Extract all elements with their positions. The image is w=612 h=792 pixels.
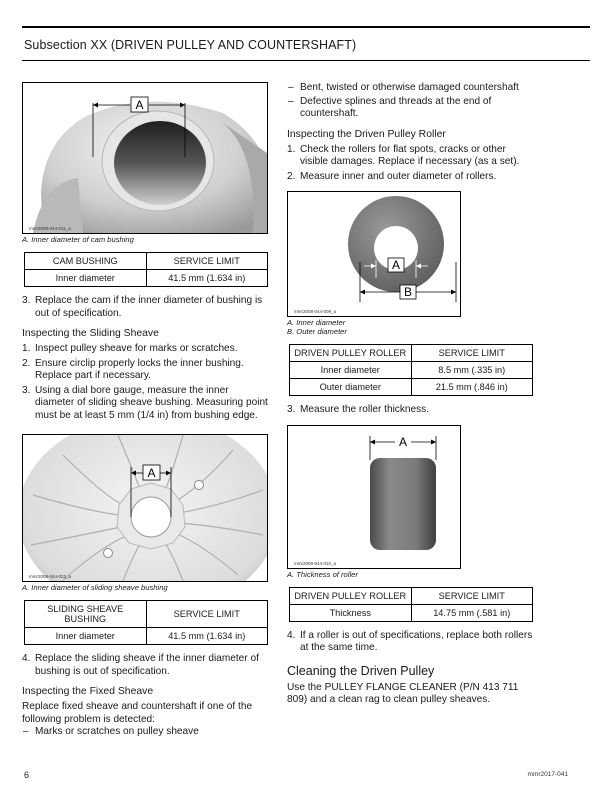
fixed-sheave-list [22, 726, 268, 739]
table2-header-1: SERVICE LIMIT [146, 601, 268, 628]
fig4-label-a: A [398, 434, 408, 449]
figure-sliding-sheave [22, 434, 268, 582]
table4-cell: 14.75 mm (.581 in) [411, 604, 533, 621]
step-number: 4. [287, 629, 296, 641]
step-text: Using a dial bore gauge, measure the inner diameter of sliding sheave bushing. Measuring point must be at least 5 mm (1/4 in) from bushing edge. [35, 384, 268, 421]
fig1-caption: A. Inner diameter of cam bushing [22, 235, 134, 244]
roller-step-3-list [287, 404, 533, 417]
step-text: Inspect pulley sheave for marks or scratches. [35, 343, 238, 354]
header-rule-bottom [22, 60, 590, 61]
table3-cell: 21.5 mm (.846 in) [411, 379, 533, 396]
page-number: 6 [24, 770, 30, 780]
fig1-label-a: A [135, 98, 144, 112]
roller-steps [287, 144, 533, 184]
fig4-caption: A. Thickness of roller [287, 569, 358, 579]
sliding-sheave-illustration [23, 435, 267, 581]
table-row [290, 604, 533, 621]
table-row [290, 362, 533, 379]
list-item [287, 144, 533, 169]
roller-thickness-table [289, 587, 533, 622]
step-number: 3. [22, 295, 31, 306]
item-text: Bent, twisted or otherwise damaged countershaft [300, 82, 519, 93]
header-rule [22, 26, 590, 28]
sliding-sheave-heading: Inspecting the Sliding Sheave [22, 328, 159, 339]
list-item [22, 295, 268, 320]
table1-cell: Inner diameter [25, 270, 147, 287]
table-row [25, 270, 268, 287]
table2-cell: Inner diameter [25, 628, 147, 645]
table3-cell: Outer diameter [290, 379, 412, 396]
list-item [22, 726, 268, 739]
roller-thickness-illustration [288, 426, 460, 568]
roller-diameter-table [289, 344, 533, 396]
table4-cell: Thickness [290, 604, 412, 621]
list-item [22, 343, 268, 356]
step-text: Replace the sliding sheave if the inner diameter of bushing is out of specification. [35, 653, 259, 677]
sliding-sheave-table [24, 600, 268, 645]
right-column [287, 82, 533, 707]
list-item [22, 653, 268, 678]
list-item [22, 385, 268, 423]
figure-cam-bushing [22, 82, 268, 234]
fig3-label-b: B [403, 285, 413, 299]
fixed-sheave-heading: Inspecting the Fixed Sheave [22, 686, 154, 697]
step-number: 4. [22, 653, 31, 664]
step-number: 2. [22, 357, 31, 369]
fig1-ref: mmr2008-044-011_a [29, 226, 71, 231]
step-text: Check the rollers for flat spots, cracks or other visible damages. Replace if necessary (as a set). [300, 143, 520, 167]
table-row [290, 379, 533, 396]
table1-header-1: SERVICE LIMIT [146, 253, 268, 270]
figure-roller-diameter [287, 191, 461, 317]
figure-roller-thickness [287, 425, 461, 569]
table3-cell: 8.5 mm (.335 in) [411, 362, 533, 379]
dash-marker: – [288, 82, 294, 93]
roller-step-4-list [287, 630, 533, 655]
document-code: mmr2017-041 [527, 771, 568, 778]
item-text: Defective splines and threads at the end of countershaft. [300, 95, 492, 119]
list-item [22, 358, 268, 383]
table3-header-1: SERVICE LIMIT [411, 345, 533, 362]
table4-header-0: DRIVEN PULLEY ROLLER [290, 587, 412, 604]
fig3-caption-a: A. Inner diameter [287, 318, 346, 327]
cleaning-heading: Cleaning the Driven Pulley [287, 663, 435, 678]
step-number: 1. [22, 343, 31, 354]
page-header-title: Subsection XX (DRIVEN PULLEY AND COUNTERSHAFT) [24, 38, 357, 52]
countershaft-defects-list [287, 82, 533, 121]
fixed-sheave-text: Replace fixed sheave and countershaft if one of the following problem is detected: [22, 701, 253, 725]
list-item [287, 82, 533, 95]
step-number: 2. [287, 170, 296, 182]
fig3-caption-b: B. Outer diameter [287, 327, 347, 336]
table1-header-0: CAM BUSHING [25, 253, 147, 270]
list-item [287, 630, 533, 655]
dash-marker: – [23, 726, 29, 737]
table1-cell: 41.5 mm (1.634 in) [146, 270, 268, 287]
step-number: 1. [287, 143, 296, 155]
fig3-label-a: A [391, 258, 401, 272]
fig4-ref: mmr2008-044-010_a [294, 560, 337, 566]
table4-header-1: SERVICE LIMIT [411, 587, 533, 604]
fig2-ref: mmr2008-044-022_a [29, 574, 72, 579]
sliding-step-4-list [22, 653, 268, 678]
list-item [287, 171, 533, 184]
fig3-ref: mmr2008-044-009_a [294, 309, 337, 314]
step-text: Measure inner and outer diameter of rollers. [300, 170, 497, 182]
left-column [22, 82, 268, 740]
fig2-caption: A. Inner diameter of sliding sheave bushing [22, 583, 168, 592]
cam-bushing-illustration [23, 83, 267, 233]
step-text: Measure the roller thickness. [300, 404, 430, 415]
step-text: If a roller is out of specifications, replace both rollers at the same time. [300, 629, 533, 653]
step-text: Replace the cam if the inner diameter of bushing is out of specification. [35, 295, 263, 319]
list-item [287, 404, 533, 417]
step-number: 3. [287, 404, 296, 415]
item-text: Marks or scratches on pulley sheave [35, 726, 199, 737]
cleaning-text: Use the PULLEY FLANGE CLEANER (P/N 413 711 809) and a clean rag to clean pulley sheaves. [287, 681, 519, 705]
dash-marker: – [288, 95, 294, 107]
step-text: Ensure circlip properly locks the inner bushing. Replace part if necessary. [35, 357, 244, 381]
list-item [287, 96, 533, 121]
sliding-sheave-steps [22, 343, 268, 422]
table2-cell: 41.5 mm (1.634 in) [146, 628, 268, 645]
roller-diameter-illustration [288, 192, 460, 316]
cam-step-list [22, 295, 268, 320]
table3-header-0: DRIVEN PULLEY ROLLER [290, 345, 412, 362]
table-row [25, 628, 268, 645]
step-number: 3. [22, 384, 31, 396]
roller-heading: Inspecting the Driven Pulley Roller [287, 128, 446, 140]
table3-cell: Inner diameter [290, 362, 412, 379]
table2-header-0: SLIDING SHEAVE BUSHING [25, 601, 147, 628]
cam-bushing-table [24, 252, 268, 287]
fig2-label-a: A [147, 466, 156, 480]
